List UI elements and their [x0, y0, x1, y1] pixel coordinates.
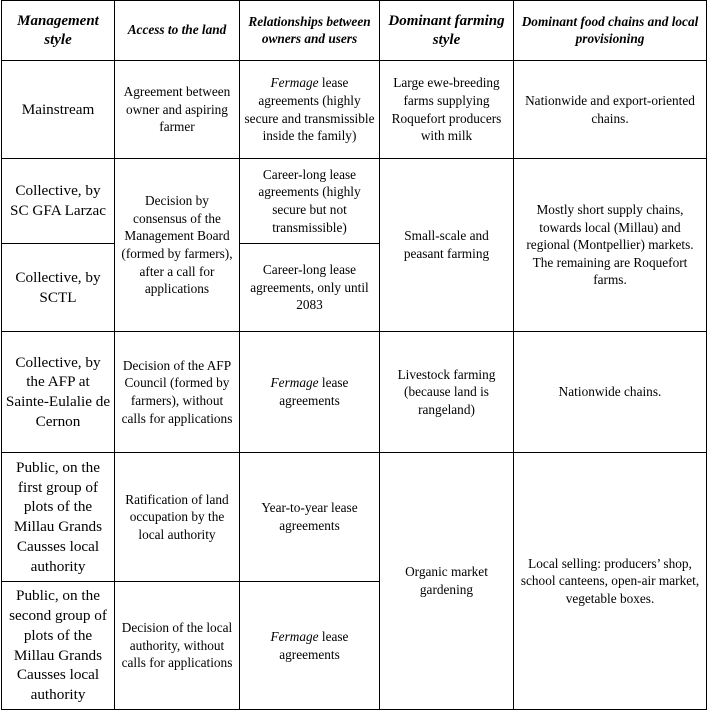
fermage-term: Fermage: [270, 375, 319, 391]
cell-relationship-public-second: [240, 582, 380, 710]
table-row-public-first: [2, 453, 707, 582]
cell-relationship-gfa: Career-long lease agreements (highly secure but not transmissible): [240, 159, 380, 244]
table-row-mainstream: [2, 61, 707, 159]
cell-relationship-sctl: Career-long lease agreements, only until 2083: [240, 244, 380, 332]
relationship-text: lease agreements: [279, 375, 349, 408]
cell-style-mainstream: Mainstream: [2, 61, 115, 159]
header-food-chains: Dominant food chains and local provisioning: [514, 1, 707, 61]
fermage-term: Fermage: [270, 628, 319, 644]
cell-farming-afp: Livestock farming (because land is rangeland): [380, 332, 514, 453]
header-access-to-land: Access to the land: [115, 1, 240, 61]
cell-chains-mainstream: Nationwide and export-oriented chains.: [514, 61, 707, 159]
land-management-table: [1, 0, 707, 710]
cell-farming-mainstream: Large ewe-breeding farms supplying Roquefort producers with milk: [380, 61, 514, 159]
cell-chains-afp: Nationwide chains.: [514, 332, 707, 453]
relationship-text: lease agreements (highly secure and transmissible inside the family): [244, 75, 375, 144]
cell-style-public-first: Public, on the first group of plots of the Millau Grands Causses local authority: [2, 453, 115, 582]
cell-access-mainstream: Agreement between owner and aspiring farmer: [115, 61, 240, 159]
cell-chains-collective: Mostly short supply chains, towards local (Millau) and regional (Montpellier) markets. The remaining are Roquefort farms.: [514, 159, 707, 332]
cell-farming-collective: Small-scale and peasant farming: [380, 159, 514, 332]
header-row: [2, 1, 707, 61]
cell-style-public-second: Public, on the second group of plots of the Millau Grands Causses local authority: [2, 582, 115, 710]
cell-chains-public: Local selling: producers’ shop, school canteens, open-air market, vegetable boxes.: [514, 453, 707, 710]
cell-relationship-mainstream: [240, 61, 380, 159]
cell-style-afp: Collective, by the AFP at Sainte-Eulalie de Cernon: [2, 332, 115, 453]
cell-access-public-second: Decision of the local authority, without calls for applications: [115, 582, 240, 710]
header-management-style: Management style: [2, 1, 115, 61]
cell-relationship-afp: [240, 332, 380, 453]
relationship-text: lease agreements: [279, 628, 349, 662]
cell-access-afp: Decision of the AFP Council (formed by farmers), without calls for applications: [115, 332, 240, 453]
cell-style-sctl: Collective, by SCTL: [2, 244, 115, 332]
table-row-afp: [2, 332, 707, 453]
cell-style-gfa: Collective, by SC GFA Larzac: [2, 159, 115, 244]
cell-farming-public: Organic market gardening: [380, 453, 514, 710]
cell-relationship-public-first: Year-to-year lease agreements: [240, 453, 380, 582]
cell-access-public-first: Ratification of land occupation by the local authority: [115, 453, 240, 582]
table-row-gfa: [2, 159, 707, 244]
header-dominant-farming: Dominant farming style: [380, 1, 514, 61]
header-relationships: Relationships between owners and users: [240, 1, 380, 61]
fermage-term: Fermage: [270, 75, 319, 91]
cell-access-collective: Decision by consensus of the Management Board (formed by farmers), after a call for applications: [115, 159, 240, 332]
